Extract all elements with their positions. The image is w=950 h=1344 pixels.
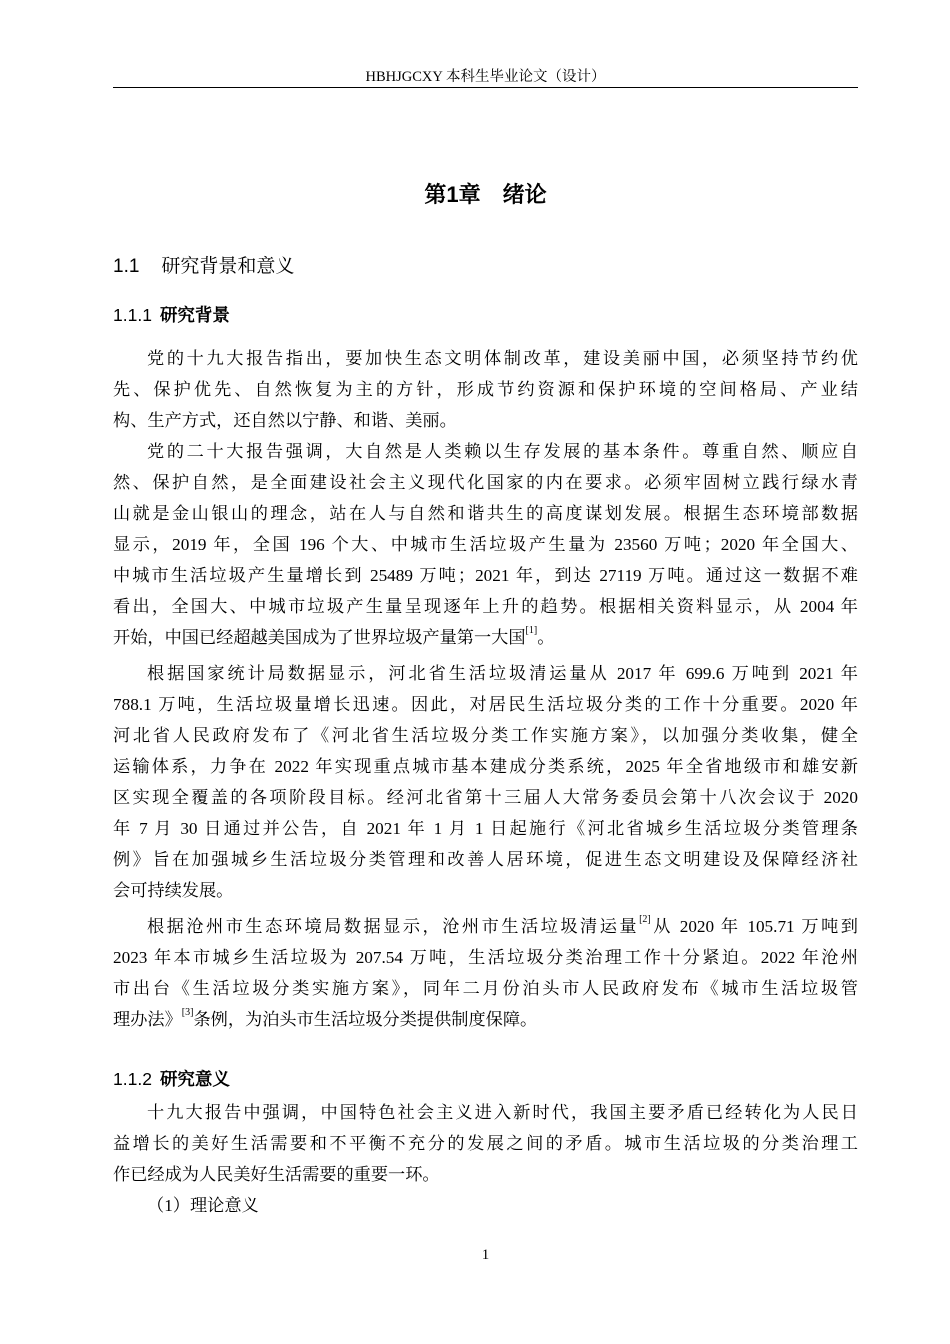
text-line [113,343,858,374]
text-line [113,658,858,689]
text-line [113,1159,858,1190]
text-segment: 中城市生活垃圾产生量增长到 25489 万吨；2021 年，到达 27119 万吨。通过这一数据不难 [113,566,858,585]
text-line [113,560,858,591]
text-segment: 例》旨在加强城乡生活垃圾分类管理和改善人居环境，促进生态文明建设及保障经济社 [113,850,858,869]
paragraph [113,1097,858,1190]
text-line [113,689,858,720]
chapter-title: 第1章 绪论 [424,182,547,207]
section-heading-1-1-2 [113,1066,230,1092]
text-line [113,720,858,751]
page-number: 1 [481,1247,490,1263]
text-line [113,467,858,498]
header-divider [113,87,858,88]
paragraph [113,911,858,1035]
text-segment: 河北省人民政府发布了《河北省生活垃圾分类工作实施方案》，以加强分类收集，健全 [113,726,858,745]
text-segment: 根据沧州市生态环境局数据显示，沧州市生活垃圾清运量 [147,917,640,936]
text-segment: 市出台《生活垃圾分类实施方案》，同年二月份泊头市人民政府发布《城市生活垃圾管 [113,979,858,998]
text-line [113,1097,858,1128]
text-segment: 党的十九大报告指出，要加快生态文明体制改革，建设美丽中国，必须坚持节约优 [147,349,858,368]
paragraph [113,658,858,906]
section-number: 1.1.2 [113,1069,152,1089]
text-segment: 理办法》 [113,1010,182,1029]
text-line [113,436,858,467]
text-segment: 构、生产方式，还自然以宁静、和谐、美丽。 [113,411,457,430]
text-segment: 益增长的美好生活需要和不平衡不充分的发展之间的矛盾。城市生活垃圾的分类治理工 [113,1134,858,1153]
text-segment: （1）理论意义 [147,1196,259,1215]
section-heading-1-1 [113,254,294,280]
text-segment: 开始，中国已经超越美国成为了世界垃圾产量第一大国 [113,628,526,647]
text-line [113,529,858,560]
text-segment: 运输体系，力争在 2022 年实现重点城市基本建成分类系统，2025 年全省地级市和雄安新 [113,757,858,776]
text-segment: 显示，2019 年，全国 196 个大、中城市生活垃圾产生量为 23560 万吨；2020 年全国大、 [113,535,858,554]
text-segment: 先、保护优先、自然恢复为主的方针，形成节约资源和保护环境的空间格局、产业结 [113,380,858,399]
section-title: 研究意义 [159,1069,230,1089]
text-segment: 作已经成为人民美好生活需要的重要一环。 [113,1165,440,1184]
text-segment: 年 7 月 30 日通过并公告，自 2021 年 1 月 1 日起施行《河北省城乡生活垃圾分类管理条 [113,819,858,838]
paragraph [113,436,858,653]
citation-reference[interactable]: [2] [639,914,651,925]
text-line [113,751,858,782]
text-segment: 条例，为泊头市生活垃圾分类提供制度保障。 [193,1010,538,1029]
citation-reference[interactable]: [1] [525,625,538,636]
text-line [113,875,858,906]
text-line [113,405,858,436]
text-line [113,622,858,653]
text-segment: 党的二十大报告强调，大自然是人类赖以生存发展的基本条件。尊重自然、顺应自 [147,442,858,461]
text-line [113,498,858,529]
text-segment: 根据国家统计局数据显示，河北省生活垃圾清运量从 2017 年 699.6 万吨到 2021 年 [147,664,858,683]
text-segment: 山就是金山银山的理念，站在人与自然和谐共生的高度谋划发展。根据生态环境部数据 [113,504,858,523]
text-segment: 会可持续发展。 [113,881,234,900]
text-segment: 。 [537,628,555,647]
text-line [113,813,858,844]
section-number: 1.1.1 [113,305,152,325]
text-line [113,591,858,622]
text-line [113,911,858,942]
text-line [113,374,858,405]
citation-reference[interactable]: [3] [181,1007,194,1018]
section-number: 1.1 [113,256,140,277]
text-segment: 2023 年本市城乡生活垃圾为 207.54 万吨，生活垃圾分类治理工作十分紧迫。2022 年沧州 [113,948,858,967]
text-segment: 看出，全国大、中城市垃圾产生量呈现逐年上升的趋势。根据相关资料显示，从 2004 年 [113,597,858,616]
text-line [113,1128,858,1159]
text-line [113,782,858,813]
section-title: 研究背景和意义 [161,256,295,277]
paragraph [113,343,858,436]
text-line [113,1190,858,1221]
text-line [113,844,858,875]
text-segment: 十九大报告中强调，中国特色社会主义进入新时代，我国主要矛盾已经转化为人民日 [147,1103,858,1122]
text-line [113,942,858,973]
section-heading-1-1-1 [113,302,230,328]
text-segment: 区实现全覆盖的各项阶段目标。经河北省第十三届人大常务委员会第十八次会议于 2020 [113,788,858,807]
running-header: HBHJGCXY 本科生毕业论文（设计） [365,69,606,85]
text-segment: 从 2020 年 105.71 万吨到 [650,917,858,936]
text-segment: 788.1 万吨，生活垃圾量增长迅速。因此，对居民生活垃圾分类的工作十分重要。2020 年 [113,695,858,714]
section-title: 研究背景 [159,305,230,325]
text-segment: 然、保护自然，是全面建设社会主义现代化国家的内在要求。必须牢固树立践行绿水青 [113,473,858,492]
paragraph [113,1190,858,1221]
text-line [113,1004,858,1035]
text-line [113,973,858,1004]
